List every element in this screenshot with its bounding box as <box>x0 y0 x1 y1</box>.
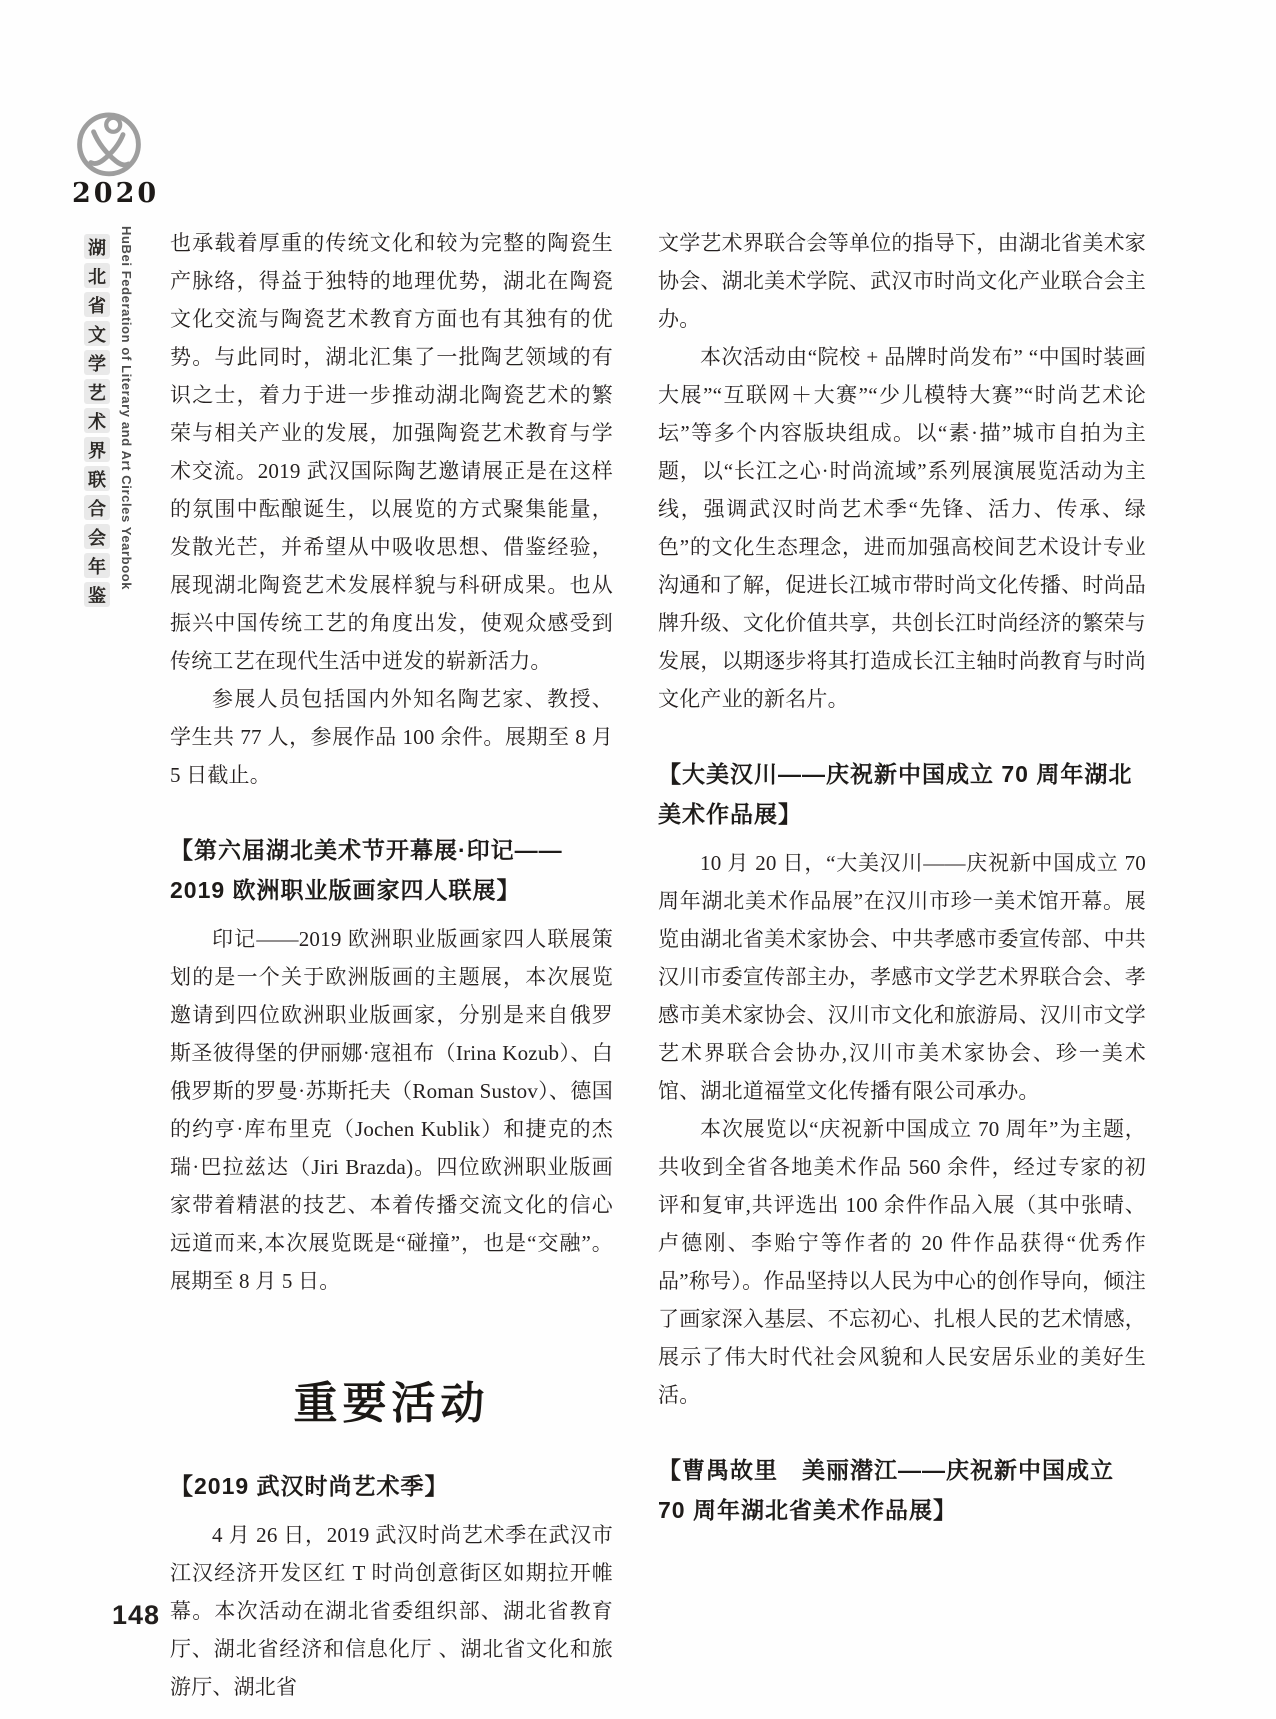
sidebar-char: 合 <box>84 495 110 520</box>
right-column <box>658 224 1146 1540</box>
chapter-heading-important-events: 重要活动 <box>293 1379 490 1428</box>
sidebar-char: 联 <box>84 466 110 491</box>
left-column <box>170 224 613 1706</box>
paragraph-print-exhibition: 印记——2019 欧洲职业版画家四人联展策划的是一个关于欧洲版画的主题展，本次展览邀请到四位欧洲职业版画家，分别是来自俄罗斯圣彼得堡的伊丽娜·寇祖布（Irina Kozub）、白俄罗斯的罗曼·苏斯托夫（Roman Sustov）、德国的约亨·库布里克（Jochen Kublik）和捷克的杰瑞·巴拉兹达（Jiri Brazda)。四位欧洲职业版画家带着精湛的技艺、本着传播交流文化的信心远道而来,本次展览既是“碰撞”，也是“交融”。展期至 8 月 5 日。 <box>170 927 613 1293</box>
sidebar-char: 界 <box>84 437 110 462</box>
sidebar-vertical-title <box>84 234 110 611</box>
sidebar-char: 鉴 <box>84 582 110 607</box>
sidebar-char: 湖 <box>84 234 110 259</box>
section-title-print-exhibition: 【第六届湖北美术节开幕展·印记——2019 欧洲职业版画家四人联展】 <box>170 837 563 903</box>
federation-logo-icon <box>74 108 144 178</box>
sidebar-char: 年 <box>84 553 110 578</box>
page-number: 148 <box>112 1600 161 1630</box>
paragraph-participants: 参展人员包括国内外知名陶艺家、教授、学生共 77 人，参展作品 100 余件。展期至 8 月 5 日截止。 <box>170 687 613 787</box>
sidebar-english-title: HuBei Federation of Literary and Art Circles Yearbook <box>119 226 134 591</box>
yearbook-year: 2020 <box>72 178 160 209</box>
sidebar-char: 文 <box>84 321 110 346</box>
sidebar-char: 学 <box>84 350 110 375</box>
section-title-fashion-season: 【2019 武汉时尚艺术季】 <box>170 1473 449 1499</box>
section-title-qianjiang-exhibition: 【曹禺故里 美丽潜江——庆祝新中国成立 70 周年湖北省美术作品展】 <box>658 1457 1114 1523</box>
paragraph-ceramic-exhibition: 也承载着厚重的传统文化和较为完整的陶瓷生产脉络，得益于独特的地理优势，湖北在陶瓷文化交流与陶瓷艺术教育方面也有其独有的优势。与此同时，湖北汇集了一批陶艺领域的有识之士，着力于进一步推动湖北陶瓷艺术的繁荣与相关产业的发展，加强陶瓷艺术教育与学术交流。2019 武汉国际陶艺邀请展正是在这样的氛围中酝酿诞生，以展览的方式聚集能量，发散光芒，并希望从中吸收思想、借鉴经验，展现湖北陶瓷艺术发展样貌与科研成果。也从振兴中国传统工艺的角度出发，使观众感受到传统工艺在现代生活中迸发的崭新活力。 <box>170 231 613 673</box>
sidebar-char: 会 <box>84 524 110 549</box>
sidebar-char: 省 <box>84 292 110 317</box>
sidebar-char: 艺 <box>84 379 110 404</box>
paragraph-hanchuan-1: 10 月 20 日，“大美汉川——庆祝新中国成立 70 周年湖北美术作品展”在汉川市珍一美术馆开幕。展览由湖北省美术家协会、中共孝感市委宣传部、中共汉川市委宣传部主办，孝感市文学艺术界联合会、孝感市美术家协会、汉川市文化和旅游局、汉川市文学艺术界联合会协办,汉川市美术家协会、珍一美术馆、湖北道福堂文化传播有限公司承办。 <box>658 851 1146 1103</box>
paragraph-fashion-season-continued: 文学艺术界联合会等单位的指导下，由湖北省美术家协会、湖北美术学院、武汉市时尚文化产业联合会主办。 <box>658 231 1146 331</box>
paragraph-hanchuan-2: 本次展览以“庆祝新中国成立 70 周年”为主题，共收到全省各地美术作品 560 余件，经过专家的初评和复审,共评选出 100 余件作品入展（其中张晴、卢德刚、李贻宁等作者的 20 件作品获得“优秀作品”称号）。作品坚持以人民为中心的创作导向，倾注了画家深入基层、不忘初心、扎根人民的艺术情感，展示了伟大时代社会风貌和人民安居乐业的美好生活。 <box>658 1117 1146 1407</box>
sidebar-char: 北 <box>84 263 110 288</box>
section-title-hanchuan-exhibition: 【大美汉川——庆祝新中国成立 70 周年湖北美术作品展】 <box>658 761 1133 827</box>
sidebar-char: 术 <box>84 408 110 433</box>
paragraph-fashion-season: 4 月 26 日，2019 武汉时尚艺术季在武汉市江汉经济开发区红 T 时尚创意街区如期拉开帷幕。本次活动在湖北省委组织部、湖北省教育厅、湖北省经济和信息化厅 、湖北省文化和旅游厅、湖北省 <box>170 1523 613 1699</box>
paragraph-fashion-season-2: 本次活动由“院校 + 品牌时尚发布” “中国时装画大展”“互联网＋大赛”“少儿模特大赛”“时尚艺术论坛”等多个内容版块组成。以“素·描”城市自拍为主题，以“长江之心·时尚流域”系列展演展览活动为主线，强调武汉时尚艺术季“先锋、活力、传承、绿色”的文化生态理念，进而加强高校间艺术设计专业沟通和了解，促进长江城市带时尚文化传播、时尚品牌升级、文化价值共享，共创长江时尚经济的繁荣与发展，以期逐步将其打造成长江主轴时尚教育与时尚文化产业的新名片。 <box>658 345 1146 711</box>
